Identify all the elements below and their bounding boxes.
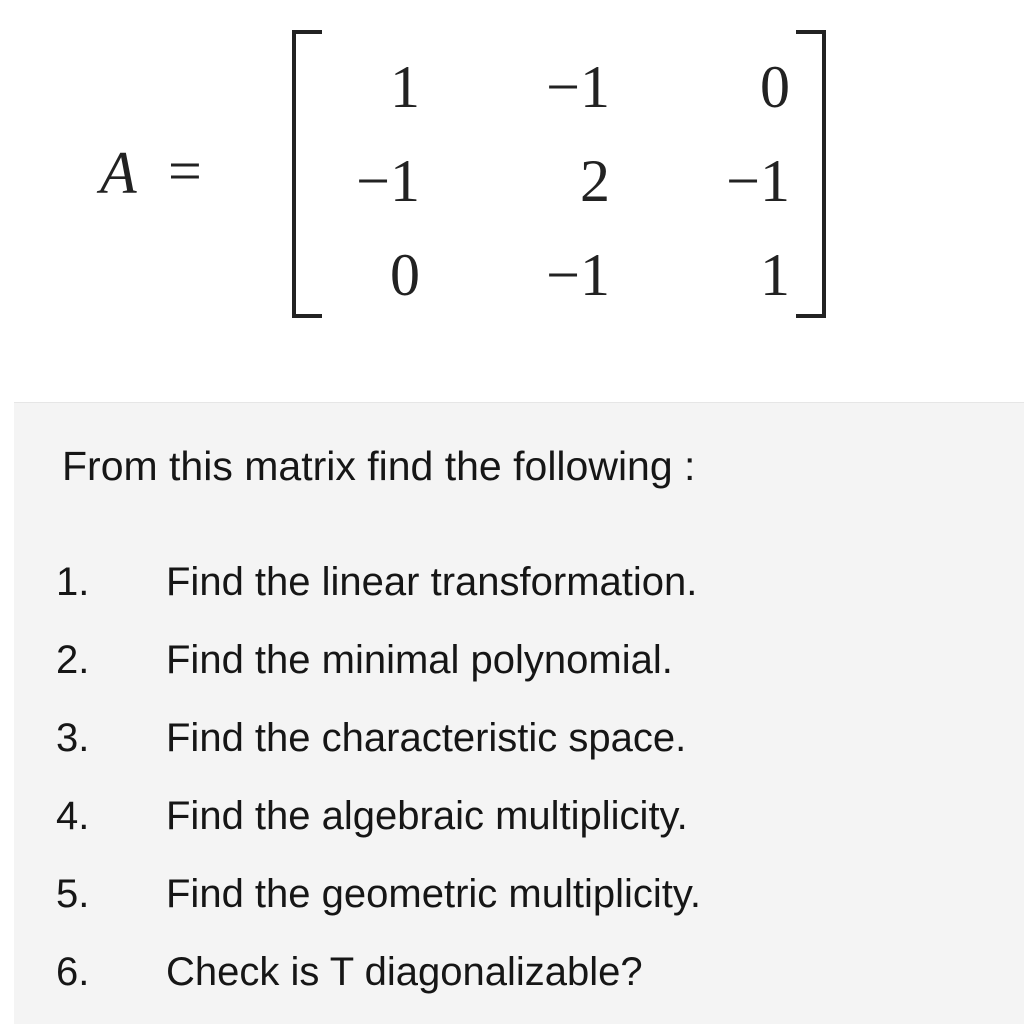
question-number: 2. xyxy=(56,638,90,682)
matrix-cell-r1c3: 0 xyxy=(760,54,790,120)
question-item xyxy=(56,869,701,947)
question-number: 6. xyxy=(56,950,90,994)
matrix-cell-r1c1: 1 xyxy=(390,54,420,120)
matrix-cell-r2c1: −1 xyxy=(356,148,420,214)
question-text: Find the algebraic multiplicity. xyxy=(166,794,688,838)
intro-text: From this matrix find the following : xyxy=(62,443,696,489)
right-bracket xyxy=(796,30,826,318)
equals-sign: = xyxy=(168,138,202,204)
matrix-cell-r3c1: 0 xyxy=(390,242,420,308)
matrix-cell-r1c2: −1 xyxy=(546,54,610,120)
question-item xyxy=(56,635,701,713)
matrix-variable: A xyxy=(100,140,137,206)
matrix-cell-r3c2: −1 xyxy=(546,242,610,308)
question-item xyxy=(56,557,701,635)
question-text: Find the characteristic space. xyxy=(166,716,687,760)
question-text: Find the minimal polynomial. xyxy=(166,638,673,682)
matrix-cell-r2c3: −1 xyxy=(726,148,790,214)
questions-panel xyxy=(14,402,1024,1024)
question-text: Find the geometric multiplicity. xyxy=(166,872,701,916)
question-number: 4. xyxy=(56,794,90,838)
question-list xyxy=(56,557,701,1024)
matrix-cell-r2c2: 2 xyxy=(580,148,610,214)
question-text: Check is T diagonalizable? xyxy=(166,950,643,994)
matrix-panel xyxy=(0,0,1024,398)
question-item xyxy=(56,791,701,869)
question-number: 1. xyxy=(56,560,90,604)
question-number: 3. xyxy=(56,716,90,760)
question-text: Find the linear transformation. xyxy=(166,560,698,604)
question-item xyxy=(56,713,701,791)
matrix-grid xyxy=(310,40,790,322)
matrix-cell-r3c3: 1 xyxy=(760,242,790,308)
question-item xyxy=(56,947,701,1024)
question-number: 5. xyxy=(56,872,90,916)
